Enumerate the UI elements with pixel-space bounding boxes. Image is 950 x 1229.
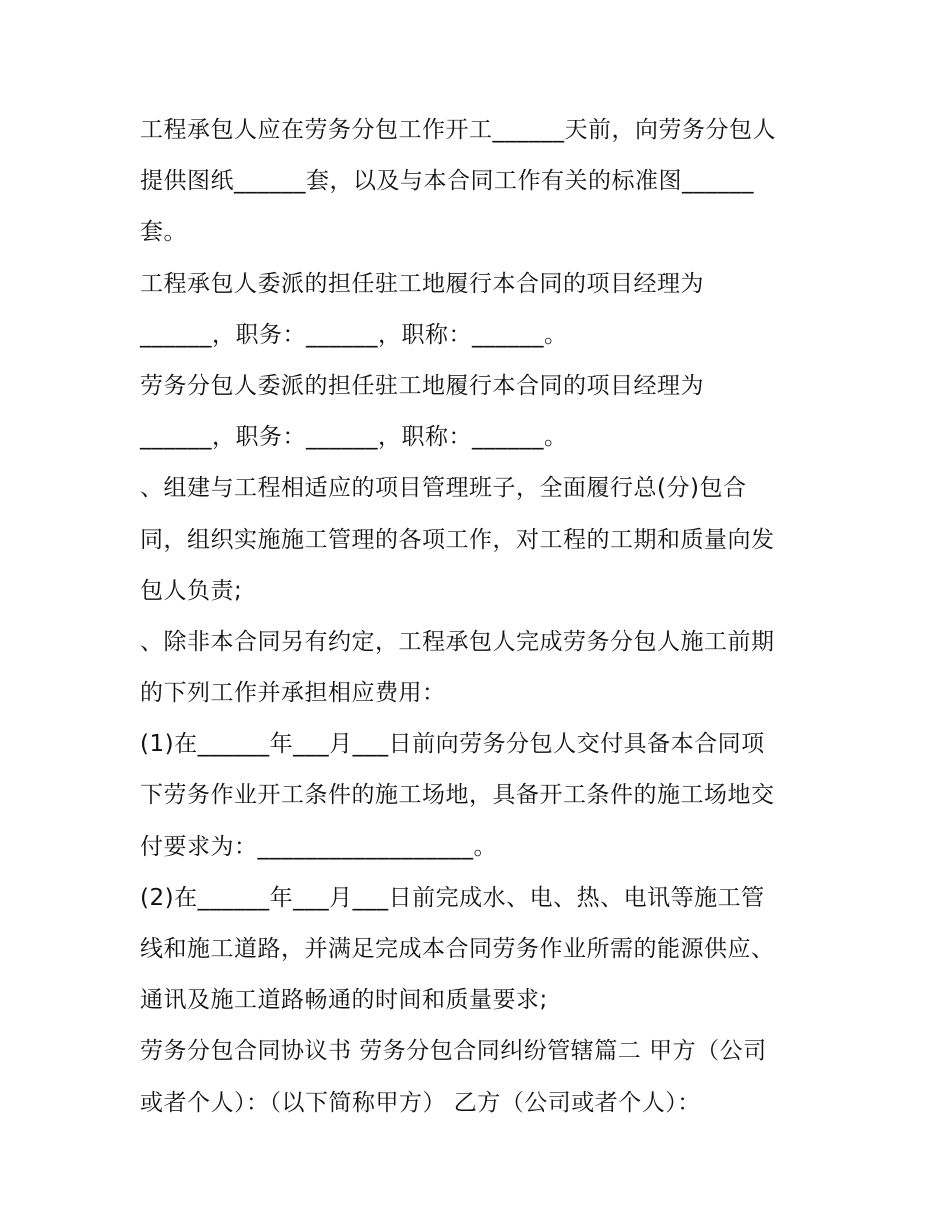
text-line: 的下列工作并承担相应费用：: [140, 680, 446, 707]
document-body: [140, 105, 830, 1129]
text-line: 、组建与工程相适应的项目管理班子，全面履行总(分)包合: [140, 475, 747, 502]
text-line: (2)在______年___月___日前完成水、电、热、电讯等施工管: [140, 884, 765, 911]
text-line: ______，职务：______，职称：______。: [140, 424, 568, 451]
text-line: 工程承包人委派的担任驻工地履行本合同的项目经理为: [140, 270, 704, 297]
text-line: ______，职务：______，职称：______。: [140, 321, 568, 348]
text-line: 通讯及施工道路畅通的时间和质量要求;: [140, 987, 548, 1014]
text-line: 付要求为：__________________。: [140, 833, 497, 860]
text-line: 包人负责;: [140, 577, 243, 604]
text-line: 下劳务作业开工条件的施工场地，具备开工条件的施工场地交: [140, 782, 775, 809]
text-line: 或者个人）：（以下简称甲方） 乙方（公司或者个人）：: [140, 1089, 701, 1116]
text-line: 套。: [140, 219, 187, 246]
text-line: (1)在______年___月___日前向劳务分包人交付具备本合同项: [140, 731, 765, 758]
text-line: 劳务分包人委派的担任驻工地履行本合同的项目经理为: [140, 372, 704, 399]
text-line: 、除非本合同另有约定，工程承包人完成劳务分包人施工前期: [140, 628, 775, 655]
text-line: 提供图纸______套，以及与本合同工作有关的标准图______: [140, 168, 754, 195]
text-line: 线和施工道路，并满足完成本合同劳务作业所需的能源供应、: [140, 936, 775, 962]
text-line: 劳务分包合同协议书 劳务分包合同纠纷管辖篇二 甲方（公司: [140, 1038, 767, 1065]
text-line: 同，组织实施施工管理的各项工作，对工程的工期和质量向发: [140, 526, 775, 553]
text-line: 工程承包人应在劳务分包工作开工______天前，向劳务分包人: [140, 117, 776, 143]
